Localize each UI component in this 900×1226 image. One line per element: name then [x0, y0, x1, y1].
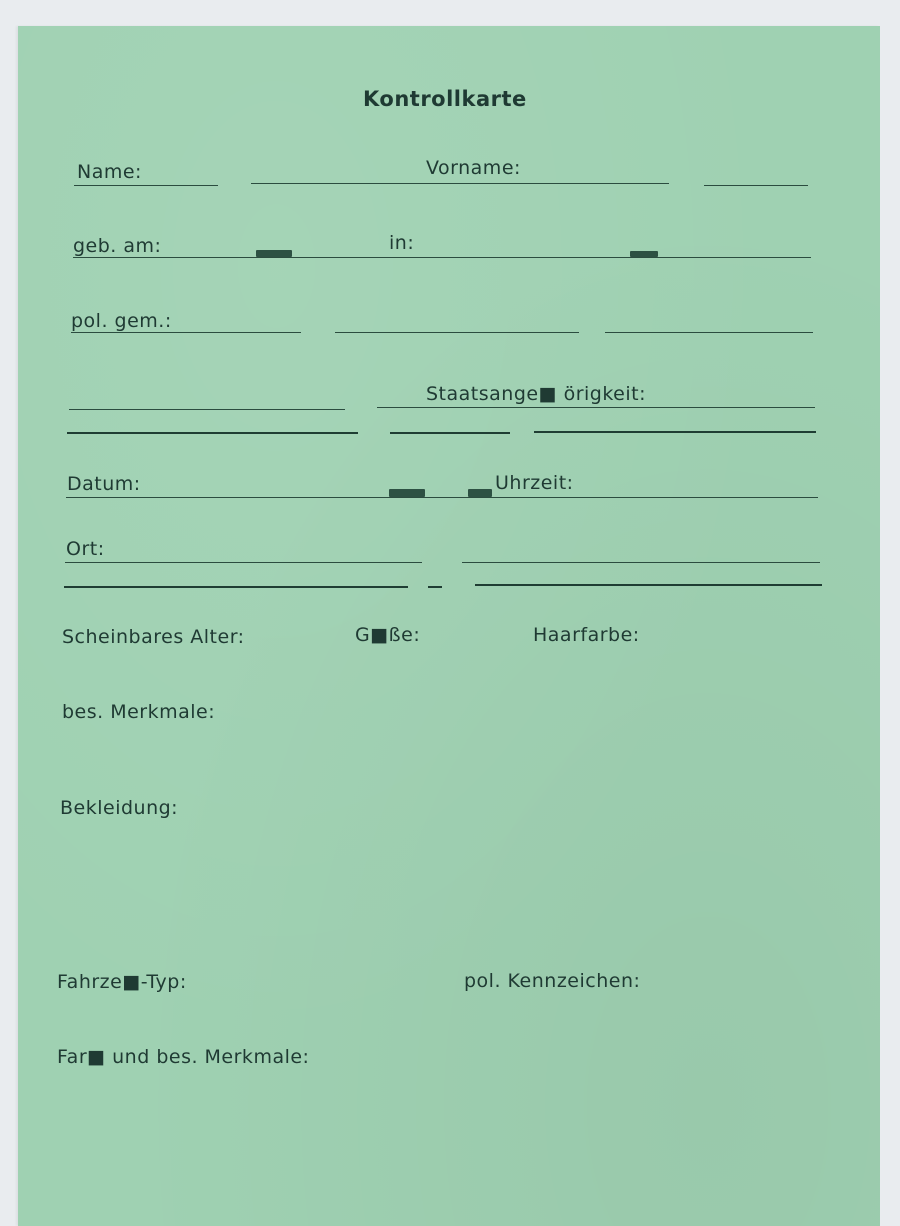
nationality-line [377, 407, 815, 408]
birthplace-label: in: [389, 232, 415, 254]
date-label: Datum: [67, 473, 141, 495]
divider-line [390, 432, 510, 434]
name-line [74, 185, 218, 186]
ink-blot [389, 489, 425, 497]
ink-blot [468, 489, 492, 497]
license-plate-label: pol. Kennzeichen: [464, 970, 641, 992]
control-card [18, 26, 880, 1226]
time-label: Uhrzeit: [495, 472, 574, 494]
divider-line [67, 432, 358, 434]
divider-line [534, 431, 816, 433]
extra-line-1 [704, 185, 808, 186]
date-line [66, 497, 818, 498]
location-line [65, 562, 422, 563]
apparent-age-label: Scheinbares Alter: [62, 626, 245, 648]
municipality-line [71, 332, 301, 333]
municipality-line-2 [335, 332, 579, 333]
vehicle-color-label: Far■ und bes. Merkmale: [57, 1046, 310, 1068]
height-label: G■ße: [355, 624, 421, 646]
birth-line [73, 257, 811, 258]
divider-line [64, 586, 408, 588]
ink-blot [256, 250, 292, 257]
hair-color-label: Haarfarbe: [533, 624, 640, 646]
vorname-label: Vorname: [426, 157, 521, 179]
municipality-label: pol. gem.: [71, 310, 172, 332]
municipality-line-3 [605, 332, 813, 333]
birthdate-label: geb. am: [73, 235, 162, 257]
vehicle-type-label: Fahrze■-Typ: [57, 971, 187, 993]
nationality-label: Staatsange■ örigkeit: [426, 383, 646, 405]
form-title: Kontrollkarte [363, 87, 527, 111]
features-label: bes. Merkmale: [62, 701, 216, 723]
clothing-label: Bekleidung: [60, 797, 179, 819]
name-label: Name: [77, 161, 142, 183]
nationality-line-1 [69, 409, 345, 410]
divider-line [475, 584, 822, 586]
divider-line [428, 586, 442, 588]
ink-blot [630, 251, 658, 257]
location-line-2 [462, 562, 820, 563]
vorname-line [251, 183, 669, 184]
location-label: Ort: [66, 538, 105, 560]
